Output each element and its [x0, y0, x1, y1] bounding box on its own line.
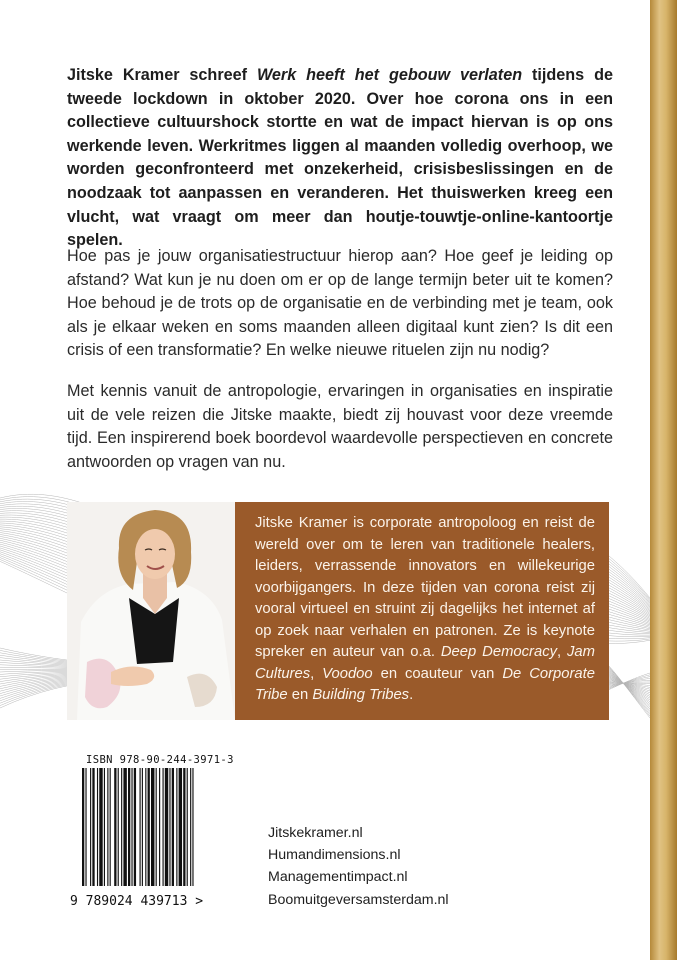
barcode-bar — [85, 768, 86, 886]
barcode-bar — [148, 768, 150, 886]
book-spine — [650, 0, 677, 960]
barcode-bar — [97, 768, 98, 886]
barcode-bar — [165, 768, 168, 886]
barcode-bar — [156, 768, 157, 886]
isbn-label: ISBN 978-90-244-3971-3 — [86, 754, 234, 766]
barcode-bar — [176, 768, 177, 886]
barcode-bar — [107, 768, 108, 886]
barcode-bar — [123, 768, 126, 886]
summary-paragraph: Met kennis vanuit de antropologie, ervaringen in organisaties en inspiratie uit de vele reizen die Jitske maakte, biedt zij houvast voor deze vreemde tijd. Een inspirerend boek boordevol waardevolle perspectieven en concrete antwoorden op vragen van nu. — [67, 382, 613, 471]
book-building-tribes: Building Tribes — [312, 687, 410, 703]
barcode-bar — [118, 768, 119, 886]
website-list — [268, 822, 449, 911]
barcode-bar — [82, 768, 84, 886]
barcode-bar — [151, 768, 154, 886]
barcode-bar — [190, 768, 191, 886]
barcode-bar — [110, 768, 111, 886]
barcode-bar — [128, 768, 130, 886]
barcode-bar — [142, 768, 143, 886]
barcode-bar — [172, 768, 174, 886]
book-voodoo: Voodoo — [322, 665, 373, 682]
author-bio-box — [235, 502, 609, 720]
author-photo — [67, 502, 235, 720]
barcode-digits: 9 789024 439713 > — [70, 894, 204, 908]
book-title: Werk heeft het gebouw verlaten — [256, 66, 523, 84]
book-de-corporate-tribe: De Corporate Tribe — [255, 665, 595, 703]
website-link: Managementimpact.nl — [268, 869, 408, 886]
barcode-bar — [114, 768, 116, 886]
barcode-bar — [179, 768, 182, 886]
barcode-bar — [92, 768, 94, 886]
website-link: Humandimensions.nl — [268, 847, 401, 864]
barcode-bar — [145, 768, 146, 886]
website-link: Boomuitgeversamsterdam.nl — [268, 891, 449, 908]
barcode-bar — [159, 768, 160, 886]
book-deep-democracy: Deep Democracy — [440, 644, 557, 660]
questions-paragraph: Hoe pas je jouw organisatiestructuur hierop aan? Hoe geef je leiding op afstand? Wat kun je nu doen om er op de lange termijn beter uit te komen? Hoe behoud je de trots op de organisatie en de verbinding met je team, ook als je elkaar weken en soms maanden alleen digitaal kunt zien? Is dit een crisis of een transformatie? En welke nieuwe rituelen zijn nu nodig? — [67, 247, 613, 360]
barcode-bar — [121, 768, 122, 886]
barcode-bar — [187, 768, 188, 886]
barcode-bar — [99, 768, 102, 886]
barcode-bar — [169, 768, 170, 886]
website-link: Jitskekramer.nl — [268, 825, 363, 841]
author-bio: Jitske Kramer is corporate antropoloog en reist de wereld over om te leren van traditionele healers, leiders, verrassende innovators en willekeurige voorbijgangers. In deze tijden van corona reist zij vooral virtueel en struint zij dagelijks het internet af op zoek naar verhalen en patronen. Ze is keynote spreker en auteur van o.a. Deep Democracy, Jam Cultures, Voodoo en coauteur van De Corporate Tribe en Building Tribes. — [255, 515, 595, 703]
barcode-bar — [134, 768, 136, 886]
barcode-bar — [140, 768, 141, 886]
barcode-bar — [163, 768, 164, 886]
barcode — [68, 768, 248, 908]
barcode-bar — [192, 768, 193, 886]
barcode-bar — [131, 768, 132, 886]
book-jam-cultures: Jam Cultures — [255, 644, 595, 682]
barcode-bar — [90, 768, 91, 886]
intro-paragraph: Jitske Kramer schreef Werk heeft het gebouw verlaten tijdens de tweede lockdown in oktober 2020. Over hoe corona ons in een collectieve cultuurshock stortte en wat de impact hiervan is op ons werkende leven. Werkritmes liggen al maanden volledig overhoop, we worden geconfronteerd met onzekerheid, crisisbeslissingen en de noodzaak tot aanpassen en veranderen. Het thuiswerken kreeg een vlucht, wat vraagt om meer dan houtje-touwtje-online-kantoortje spelen. — [67, 66, 613, 250]
barcode-bar — [104, 768, 105, 886]
barcode-bar — [183, 768, 185, 886]
